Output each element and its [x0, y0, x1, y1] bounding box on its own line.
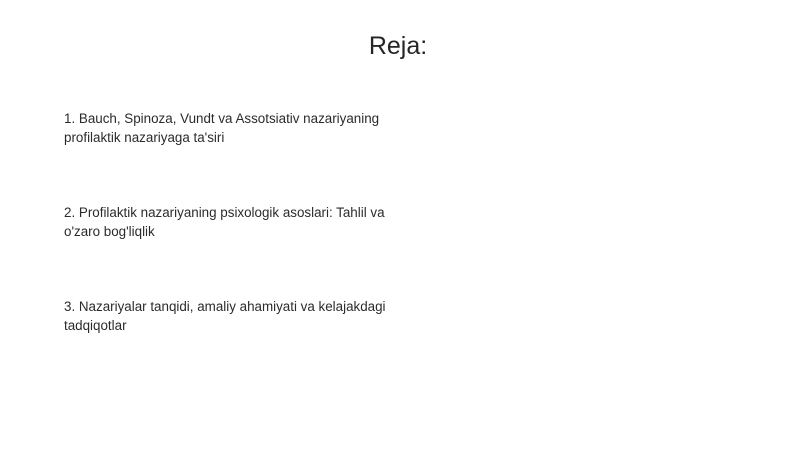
- plan-item-1: 1. Bauch, Spinoza, Vundt va Assotsiativ nazariyaning profilaktik nazariyaga ta'siri: [64, 111, 380, 145]
- plan-item-2: 2. Profilaktik nazariyaning psixologik asoslari: Tahlil va o'zaro bog'liqlik: [64, 205, 385, 239]
- plan-item-3: 3. Nazariyalar tanqidi, amaliy ahamiyati va kelajakdagi tadqiqotlar: [64, 299, 386, 333]
- slide-title: Reja:: [368, 32, 428, 60]
